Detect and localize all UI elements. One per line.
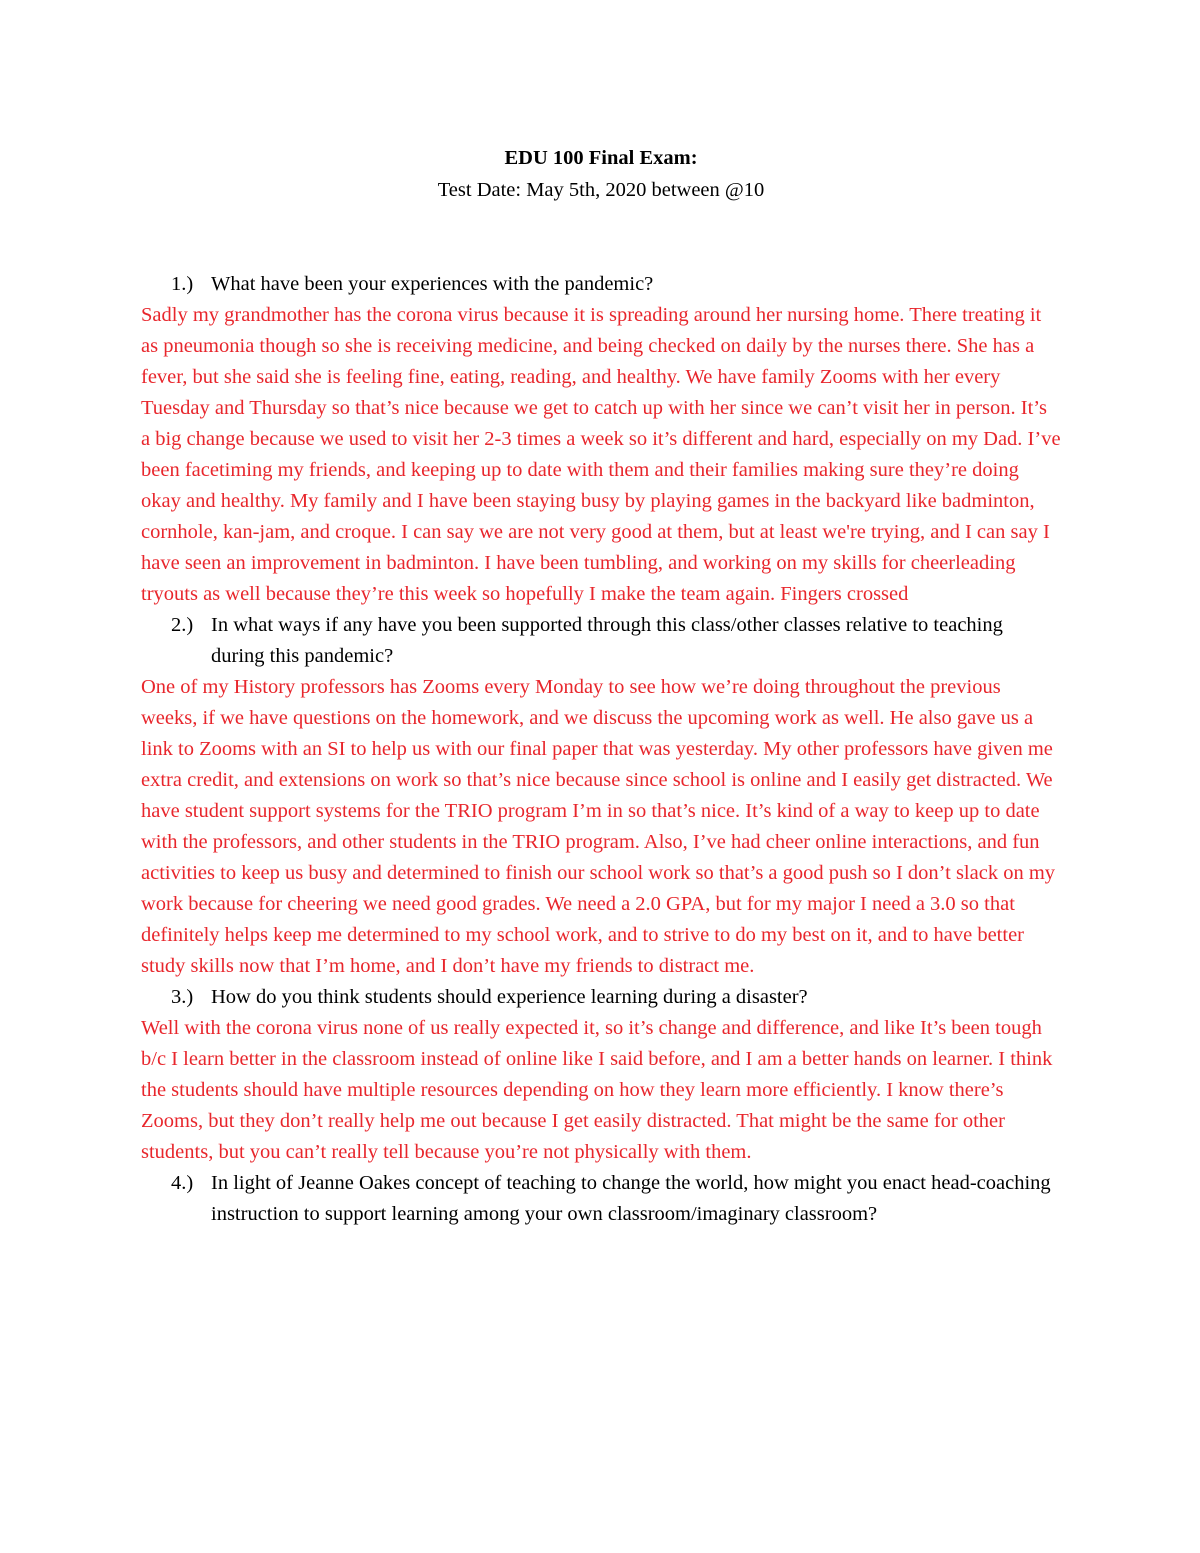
question-number: 3.) [171, 986, 194, 1008]
question-text: How do you think students should experience learning during a disaster? [211, 986, 808, 1008]
question-text: In light of Jeanne Oakes concept of teaching to change the world, how might you enact head-coaching instruction to support learning among your own classroom/imaginary classroom? [211, 1172, 1051, 1225]
question-number: 1.) [171, 273, 194, 295]
question-text: In what ways if any have you been supported through this class/other classes relative to teaching during this pandemic? [211, 614, 1003, 667]
test-date: Test Date: May 5th, 2020 between @10 [437, 179, 765, 201]
question-text: What have been your experiences with the pandemic? [211, 273, 654, 295]
question-3 [141, 982, 1061, 1013]
question-number: 2.) [171, 614, 194, 636]
spacer [141, 206, 1061, 269]
answer-3: Well with the corona virus none of us really expected it, so it’s change and difference, and like It’s been tough b/c I learn better in the classroom instead of online like I said before, and I am a better hands on learner. I think the students should have multiple resources depending on how they learn more efficiently. I know there’s Zooms, but they don’t really help me out because I get easily distracted. That might be the same for other students, but you can’t really tell because you’re not physically with them. [141, 1017, 1053, 1163]
question-1 [141, 269, 1061, 300]
question-4 [141, 1168, 1061, 1230]
question-number: 4.) [171, 1172, 194, 1194]
exam-document [141, 142, 1061, 1230]
answer-2: One of my History professors has Zooms every Monday to see how we’re doing throughout the previous weeks, if we have questions on the homework, and we discuss the upcoming work as well. He also gave us a link to Zooms with an SI to help us with our final paper that was yesterday. My other professors have given me extra credit, and extensions on work so that’s nice because since school is online and I easily get distracted. We have student support systems for the TRIO program I’m in so that’s nice. It’s kind of a way to keep up to date with the professors, and other students in the TRIO program. Also, I’ve had cheer online interactions, and fun activities to keep us busy and determined to finish our school work so that’s a good push so I don’t slack on my work because for cheering we need good grades. We need a 2.0 GPA, but for my major I need a 3.0 so that definitely helps keep me determined to my school work, and to strive to do my best on it, and to have better study skills now that I’m home, and I don’t have my friends to distract me. [141, 676, 1056, 977]
question-2 [141, 610, 1061, 672]
page-title: EDU 100 Final Exam: [504, 147, 698, 169]
answer-1: Sadly my grandmother has the corona virus because it is spreading around her nursing home. There treating it as pneumonia though so she is receiving medicine, and being checked on daily by the nurses there. She has a fever, but she said she is feeling fine, eating, reading, and healthy. We have family Zooms with her every Tuesday and Thursday so that’s nice because we get to catch up with her since we can’t visit her in person. It’s a big change because we used to visit her 2-3 times a week so it’s different and hard, especially on my Dad. I’ve been facetiming my friends, and keeping up to date with them and their families making sure they’re doing okay and healthy. My family and I have been staying busy by playing games in the backyard like badminton, cornhole, kan-jam, and croque. I can say we are not very good at them, but at least we're trying, and I can say I have seen an improvement in badminton. I have been tumbling, and working on my skills for cheerleading tryouts as well because they’re this week so hopefully I make the team again. Fingers crossed [141, 304, 1061, 605]
